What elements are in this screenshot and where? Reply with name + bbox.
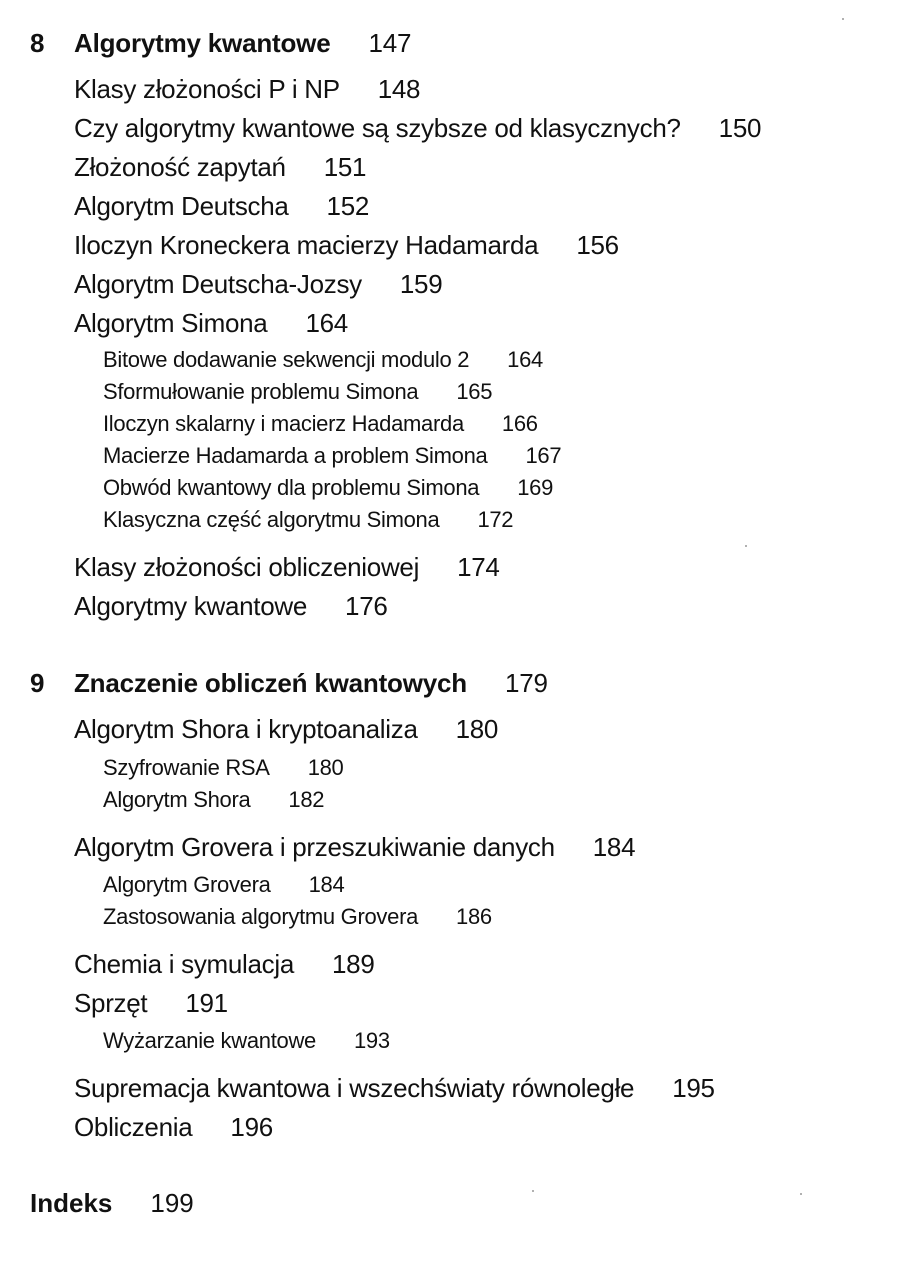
chapter-number: 8: [30, 28, 45, 58]
toc-subsection: [103, 906, 492, 928]
toc-subsection: [103, 445, 561, 467]
toc-subsection: [103, 789, 324, 811]
section-title: Klasy złożoności P i NP: [74, 74, 340, 104]
page-number: 180: [455, 714, 499, 744]
chapter-heading: [30, 670, 548, 696]
page-number: 159: [399, 269, 443, 299]
page-number: 184: [592, 832, 636, 862]
scan-speck: [842, 18, 844, 20]
toc-section: [74, 593, 388, 619]
page-number: 176: [345, 591, 388, 621]
toc-section: [74, 154, 366, 180]
page-number: 186: [456, 904, 492, 929]
page-number: 196: [230, 1112, 273, 1142]
section-title: Supremacja kwantowa i wszechświaty równoległe: [74, 1073, 635, 1103]
chapter-title: Znaczenie obliczeń kwantowych: [74, 668, 467, 698]
chapter-number: 9: [30, 668, 45, 698]
toc-section: [74, 716, 498, 742]
subsection-title: Bitowe dodawanie sekwencji modulo 2: [103, 347, 470, 372]
subsection-title: Zastosowania algorytmu Grovera: [103, 904, 419, 929]
section-title: Obliczenia: [74, 1112, 193, 1142]
toc-subsection: [103, 509, 513, 531]
section-title: Algorytm Simona: [74, 308, 268, 338]
page-number: 166: [501, 411, 538, 436]
page-number: 156: [576, 230, 619, 260]
page-number: 165: [456, 379, 493, 404]
section-title: Chemia i symulacja: [74, 949, 295, 979]
toc-section: [74, 834, 635, 860]
toc-section: [74, 232, 619, 258]
page-number: 179: [504, 668, 548, 698]
page-number: 174: [457, 552, 500, 582]
page-number: 169: [517, 475, 554, 500]
toc-subsection: [103, 757, 344, 779]
subsection-title: Algorytm Grovera: [103, 872, 271, 897]
section-title: Klasy złożoności obliczeniowej: [74, 552, 420, 582]
toc-subsection: [103, 477, 553, 499]
section-title: Algorytm Deutscha-Jozsy: [74, 269, 362, 299]
subsection-title: Sformułowanie problemu Simona: [103, 379, 419, 404]
scan-speck: [532, 1190, 534, 1192]
page-number: 148: [377, 74, 421, 104]
toc-subsection: [103, 874, 344, 896]
subsection-title: Klasyczna część algorytmu Simona: [103, 507, 440, 532]
subsection-title: Iloczyn skalarny i macierz Hadamarda: [103, 411, 464, 436]
section-title: Sprzęt: [74, 988, 148, 1018]
page-number: 147: [368, 28, 412, 58]
toc-section: [74, 990, 228, 1016]
section-title: Algorytm Shora i kryptoanaliza: [74, 714, 418, 744]
toc-section: [74, 193, 369, 219]
section-title: Czy algorytmy kwantowe są szybsze od klasycznych?: [74, 113, 681, 143]
section-title: Iloczyn Kroneckera macierzy Hadamarda: [74, 230, 539, 260]
scan-speck: [745, 545, 747, 547]
toc-section: [74, 554, 500, 580]
scan-speck: [800, 1193, 802, 1195]
page-number: 184: [308, 872, 345, 897]
subsection-title: Obwód kwantowy dla problemu Simona: [103, 475, 480, 500]
page-number: 164: [507, 347, 543, 372]
toc-subsection: [103, 381, 492, 403]
section-title: Algorytm Grovera i przeszukiwanie danych: [74, 832, 555, 862]
page-number: 195: [672, 1073, 715, 1103]
page-number: 182: [288, 787, 325, 812]
toc-subsection: [103, 1030, 390, 1052]
subsection-title: Macierze Hadamarda a problem Simona: [103, 443, 488, 468]
toc-section: [74, 951, 375, 977]
toc-section: [74, 1114, 273, 1140]
toc-section: [74, 271, 442, 297]
page-number: 167: [525, 443, 562, 468]
toc-section: [74, 1075, 715, 1101]
page-number: 189: [332, 949, 375, 979]
page-number: 193: [353, 1028, 390, 1053]
toc-subsection: [103, 349, 543, 371]
toc-section: [74, 76, 420, 102]
section-title: Algorytm Deutscha: [74, 191, 289, 221]
page-number: 180: [307, 755, 344, 780]
section-title: Algorytmy kwantowe: [74, 591, 308, 621]
chapter-title: Algorytmy kwantowe: [74, 28, 331, 58]
index-title: Indeks: [30, 1188, 113, 1218]
section-title: Złożoność zapytań: [74, 152, 286, 182]
index-entry: [30, 1190, 194, 1216]
subsection-title: Szyfrowanie RSA: [103, 755, 270, 780]
toc-subsection: [103, 413, 538, 435]
page-number: 150: [718, 113, 762, 143]
page-number: 164: [305, 308, 348, 338]
toc-section: [74, 310, 348, 336]
page-number: 199: [150, 1188, 194, 1218]
subsection-title: Wyżarzanie kwantowe: [103, 1028, 316, 1053]
page-number: 191: [185, 988, 228, 1018]
chapter-heading: [30, 30, 411, 56]
subsection-title: Algorytm Shora: [103, 787, 251, 812]
page-number: 152: [326, 191, 370, 221]
page-number: 172: [477, 507, 514, 532]
toc-section: [74, 115, 761, 141]
page-number: 151: [323, 152, 367, 182]
